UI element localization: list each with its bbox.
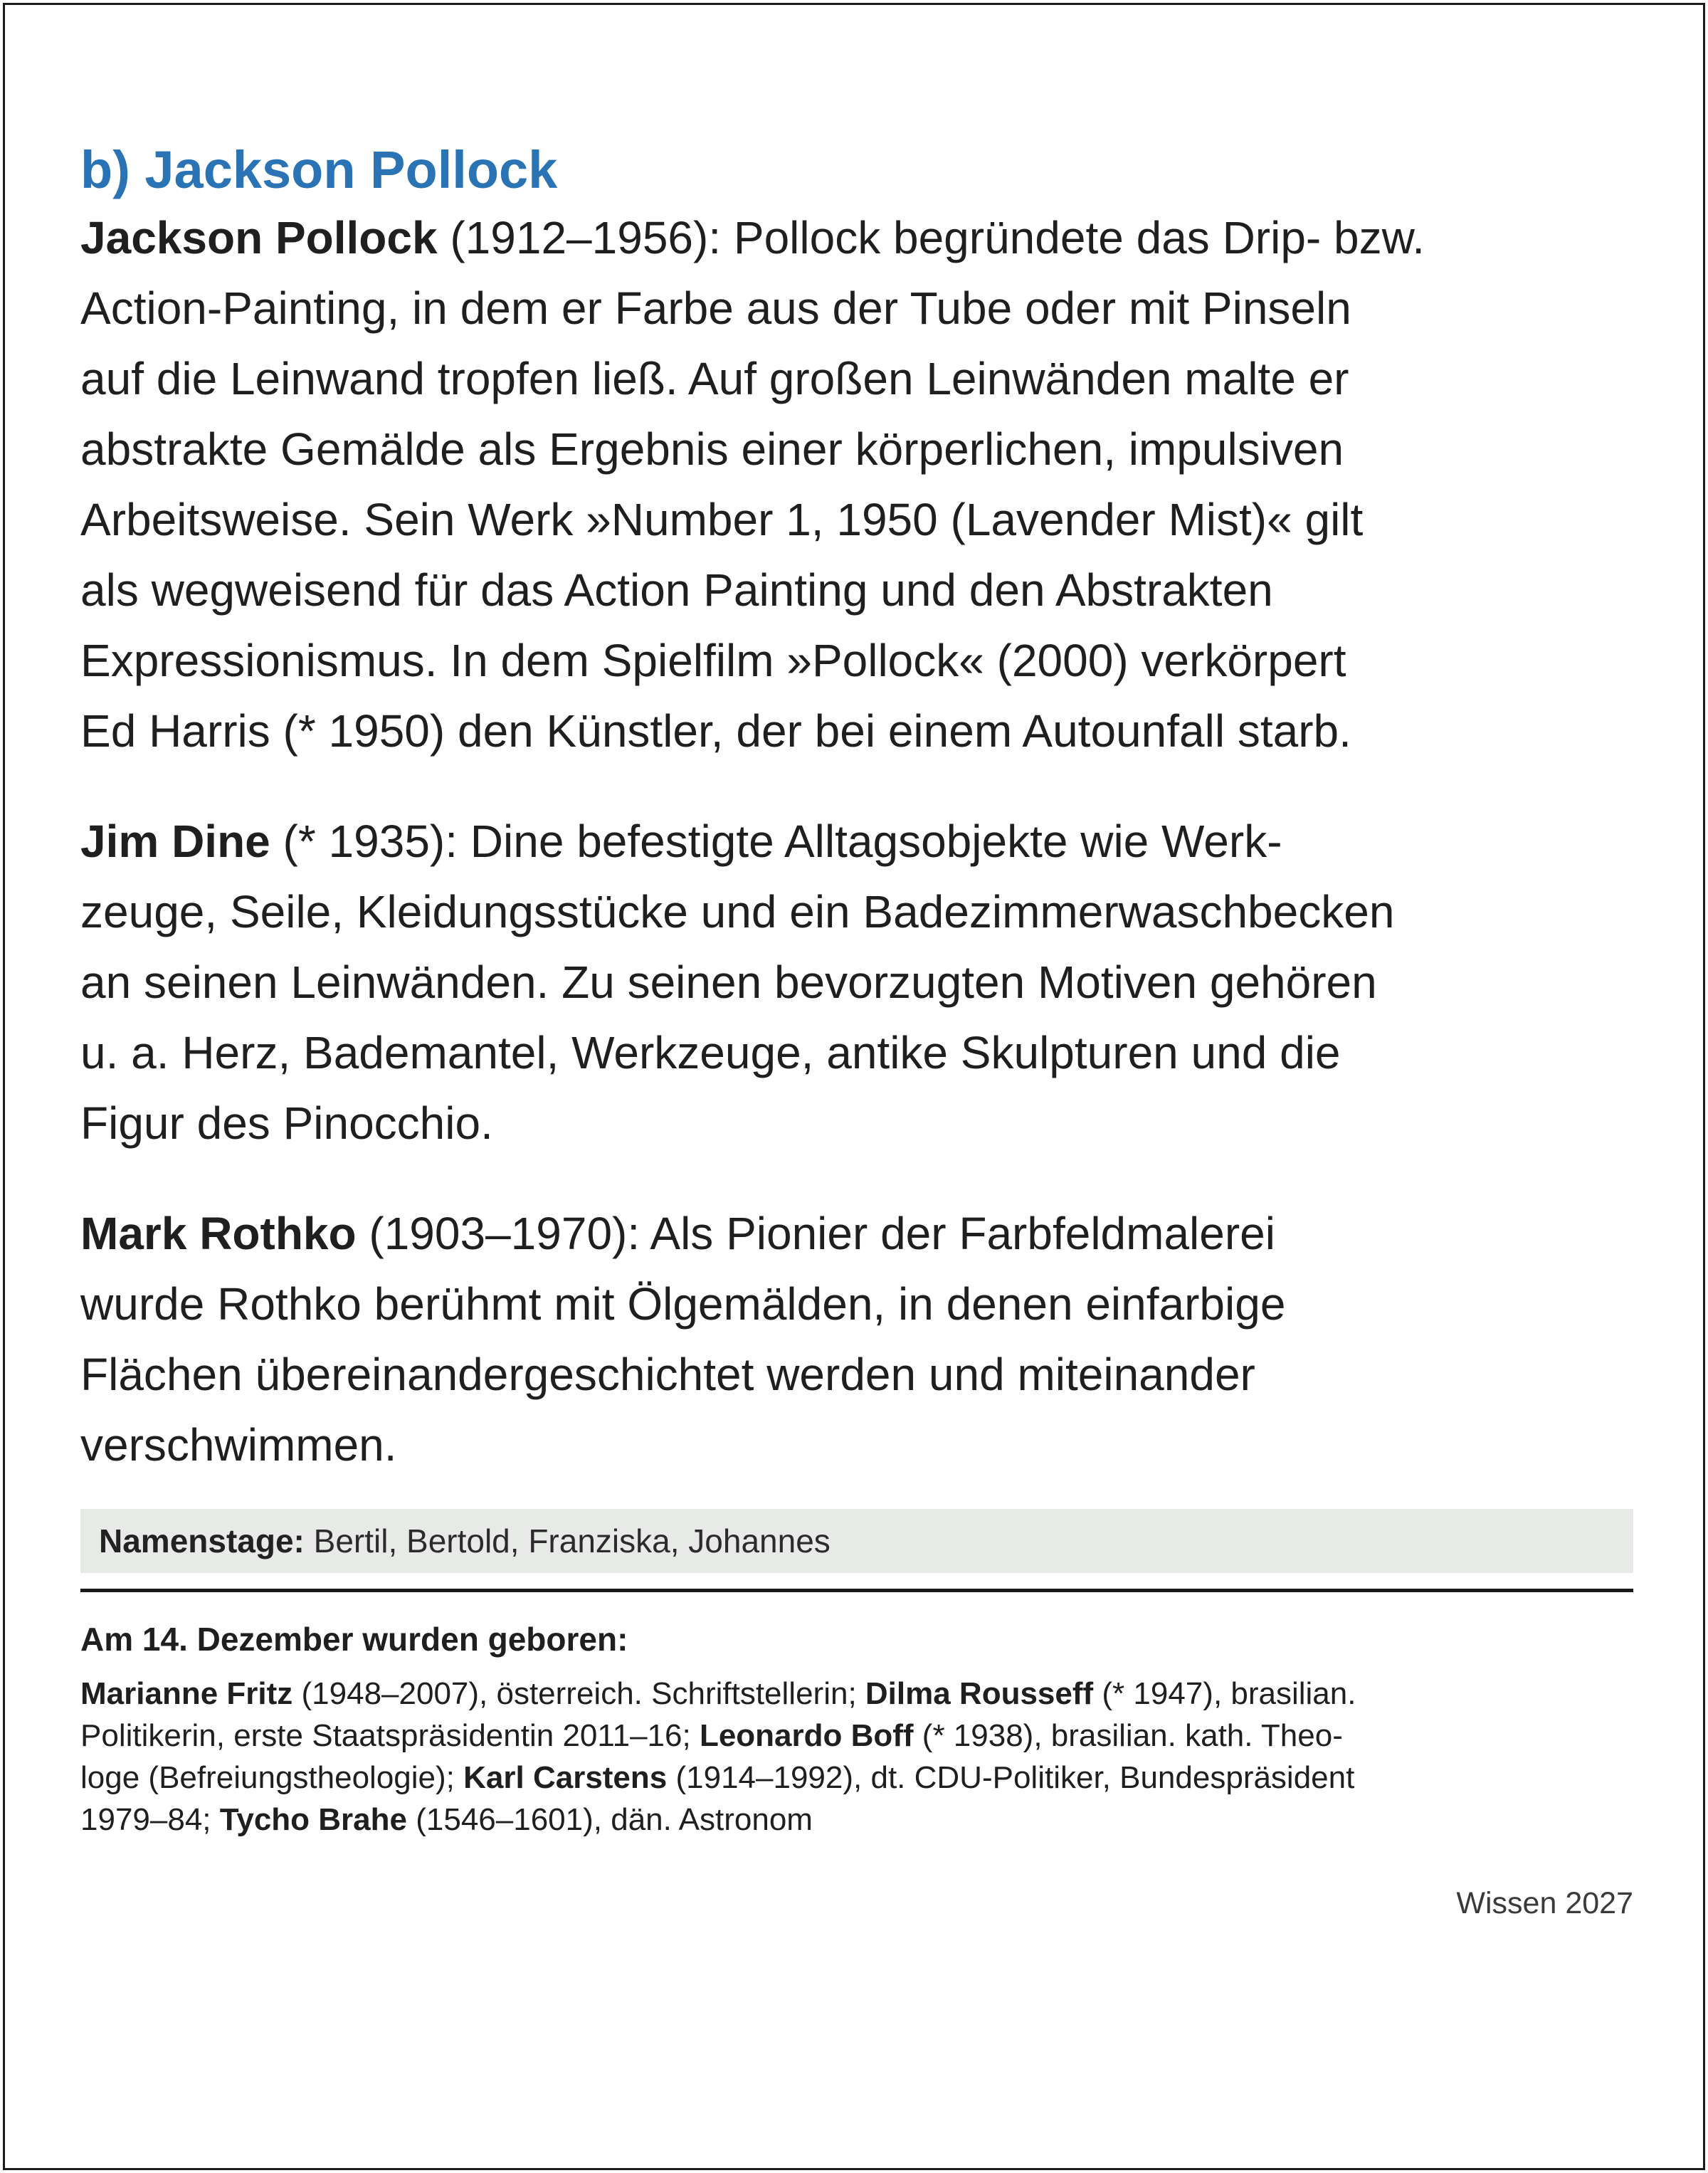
text-segment: verschwimmen. [80,1419,397,1470]
article-mark-rothko [80,1199,1633,1480]
article-jackson-pollock [80,203,1633,767]
bold-text-segment: Jim Dine [80,816,283,867]
text-segment: (* 1935): Dine befestigte Alltagsobjekte wie Werk- [283,816,1282,867]
text-segment: (1912–1956): Pollock begründete das Drip- bzw. [450,212,1425,263]
text-segment: (1903–1970): Als Pionier der Farbfeldmalerei [369,1208,1275,1259]
text-line [80,555,1633,626]
text-line [80,626,1633,696]
birthdays-heading: Am 14. Dezember wurden geboren: [80,1621,628,1658]
text-segment: als wegweisend für das Action Painting und den Abstrakten [80,564,1273,616]
text-segment: (1914–1992), dt. CDU-Politiker, Bundespräsident [675,1760,1355,1795]
text-segment: Ed Harris (* 1950) den Künstler, der bei einem Autounfall starb. [80,705,1351,757]
text-line [80,947,1633,1018]
article-jim-dine [80,806,1633,1159]
text-line [80,344,1633,414]
text-segment: Flächen übereinandergeschichtet werden und miteinander [80,1349,1255,1400]
text-line [80,203,1633,273]
text-segment: zeuge, Seile, Kleidungsstücke und ein Badezimmerwaschbecken [80,886,1395,937]
text-line [80,1088,1633,1159]
text-line [80,414,1633,485]
text-segment: loge (Befreiungstheologie); [80,1760,464,1795]
text-segment: Action-Painting, in dem er Farbe aus der Tube oder mit Pinseln [80,283,1351,334]
text-segment: (1948–2007), österreich. Schriftstellerin; [301,1676,865,1711]
articles-section [80,203,1633,1520]
text-segment: Expressionismus. In dem Spielfilm »Pollock« (2000) verkörpert [80,635,1346,686]
bold-text-segment: Tycho Brahe [219,1802,416,1837]
text-line [80,1340,1633,1410]
text-segment: abstrakte Gemälde als Ergebnis einer körperlichen, impulsiven [80,423,1344,475]
text-line [80,696,1633,767]
text-line [80,1269,1633,1340]
page-title: b) Jackson Pollock [80,140,558,199]
bold-text-segment: Jackson Pollock [80,212,450,263]
bold-text-segment: Dilma Rousseff [865,1676,1102,1711]
text-segment: 1979–84; [80,1802,220,1837]
namedays-names: Bertil, Bertold, Franziska, Johannes [304,1522,831,1559]
text-line [80,273,1633,344]
text-segment: auf die Leinwand tropfen ließ. Auf großen Leinwänden malte er [80,353,1349,404]
bold-text-segment: Karl Carstens [463,1760,676,1795]
text-segment: Arbeitsweise. Sein Werk »Number 1, 1950 (Lavender Mist)« gilt [80,494,1364,545]
text-segment: wurde Rothko berühmt mit Ölgemälden, in denen einfarbige [80,1278,1286,1330]
divider-rule [80,1589,1633,1592]
namedays-label: Namenstage: [99,1522,305,1559]
text-line [80,1673,1633,1715]
text-line [80,1799,1633,1841]
text-segment: Figur des Pinocchio. [80,1098,493,1149]
text-segment: u. a. Herz, Bademantel, Werkzeuge, antike Skulpturen und die [80,1027,1341,1078]
text-line [80,1757,1633,1799]
text-segment: (* 1947), brasilian. [1102,1676,1356,1711]
bold-text-segment: Leonardo Boff [699,1718,922,1753]
text-line [80,1199,1633,1269]
bold-text-segment: Marianne Fritz [80,1676,302,1711]
bold-text-segment: Mark Rothko [80,1208,369,1259]
birthdays-text [80,1673,1633,1841]
text-line [80,1715,1633,1757]
text-segment: (* 1938), brasilian. kath. Theo- [922,1718,1343,1753]
text-line [80,877,1633,947]
text-line [80,806,1633,877]
text-segment: an seinen Leinwänden. Zu seinen bevorzugten Motiven gehören [80,957,1377,1008]
text-segment: (1546–1601), dän. Astronom [416,1802,813,1837]
namedays-bar [80,1509,1633,1573]
text-line [80,485,1633,555]
text-line [80,1018,1633,1088]
text-line [80,1410,1633,1480]
text-segment: Politikerin, erste Staatspräsidentin 2011–16; [80,1718,700,1753]
footer-brand: Wissen 2027 [1456,1886,1633,1920]
